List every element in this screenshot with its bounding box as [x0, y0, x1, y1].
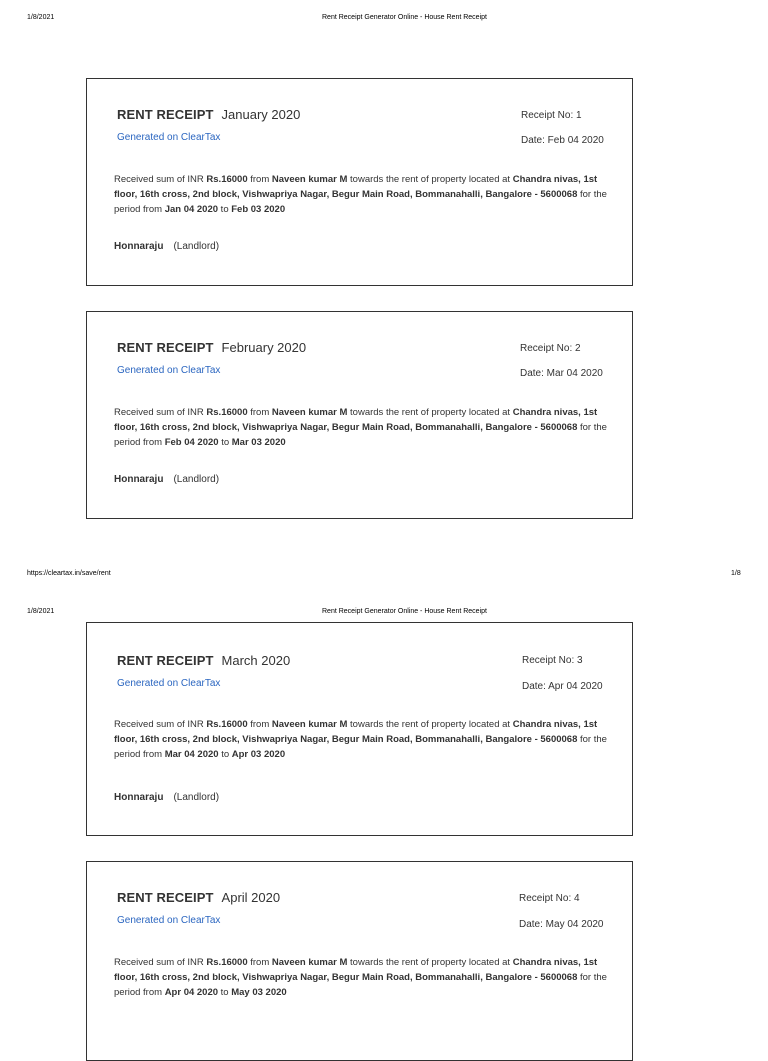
landlord-name: Honnaraju — [114, 792, 164, 803]
property-address: Chandra nivas, 1st floor, 16th cross, 2nd block, Vishwapriya Nagar, Begur Main Road, Bommanahalli, Bangalore - 5600068 — [114, 174, 598, 200]
receipt-date: Date: May 04 2020 — [519, 919, 604, 930]
receipt-body — [114, 717, 614, 762]
towards-text: towards the rent of property located at — [347, 957, 513, 968]
landlord-name: Honnaraju — [114, 474, 164, 485]
receipt-number: Receipt No: 1 — [521, 110, 582, 121]
property-address: Chandra nivas, 1st floor, 16th cross, 2nd block, Vishwapriya Nagar, Begur Main Road, Bommanahalli, Bangalore - 5600068 — [114, 719, 598, 745]
receipt-number: Receipt No: 2 — [520, 343, 581, 354]
page-url: https://cleartax.in/save/rent — [27, 570, 111, 577]
tenant-name: Naveen kumar M — [271, 407, 348, 418]
period-text: for the period from — [114, 972, 607, 998]
receipt-title — [117, 107, 300, 122]
receipt-heading: RENT RECEIPT — [117, 653, 214, 668]
print-date: 1/8/2021 — [27, 608, 55, 615]
rent-amount: Rs.16000 — [206, 719, 248, 730]
period-start: Apr 04 2020 — [164, 987, 219, 998]
period-start: Mar 04 2020 — [164, 749, 219, 760]
receipt-month: January 2020 — [221, 107, 301, 122]
page-number: 1/8 — [731, 570, 741, 577]
tenant-name: Naveen kumar M — [271, 719, 348, 730]
rent-amount: Rs.16000 — [206, 407, 248, 418]
print-date: 1/8/2021 — [27, 14, 55, 21]
from-text: from — [247, 719, 272, 730]
landlord-signature — [114, 792, 219, 803]
receipt-heading: RENT RECEIPT — [117, 107, 214, 122]
receipt-date: Date: Mar 04 2020 — [520, 368, 603, 379]
period-end: Apr 03 2020 — [231, 749, 286, 760]
generated-on-cleartax: Generated on ClearTax — [117, 132, 221, 143]
generated-on-cleartax: Generated on ClearTax — [117, 678, 221, 689]
period-start: Feb 04 2020 — [164, 437, 219, 448]
towards-text: towards the rent of property located at — [347, 174, 513, 185]
print-page-title: Rent Receipt Generator Online - House Rent Receipt — [322, 14, 487, 21]
received-prefix: Received sum of INR — [114, 957, 207, 968]
landlord-signature — [114, 474, 219, 485]
rent-amount: Rs.16000 — [206, 174, 248, 185]
to-text: to — [218, 437, 232, 448]
receipt-date: Date: Apr 04 2020 — [522, 681, 603, 692]
receipt-month: February 2020 — [221, 340, 307, 355]
rent-amount: Rs.16000 — [206, 957, 248, 968]
received-prefix: Received sum of INR — [114, 174, 207, 185]
receipt-title — [117, 890, 280, 905]
towards-text: towards the rent of property located at — [347, 719, 513, 730]
receipt-number: Receipt No: 3 — [522, 655, 583, 666]
receipt-number: Receipt No: 4 — [519, 893, 580, 904]
period-start: Jan 04 2020 — [164, 204, 219, 215]
to-text: to — [218, 987, 232, 998]
received-prefix: Received sum of INR — [114, 719, 207, 730]
landlord-role: (Landlord) — [173, 474, 220, 485]
tenant-name: Naveen kumar M — [271, 174, 348, 185]
period-text: for the period from — [114, 189, 607, 215]
page-break — [0, 592, 768, 593]
receipt-date: Date: Feb 04 2020 — [521, 135, 604, 146]
receipt-heading: RENT RECEIPT — [117, 890, 214, 905]
tenant-name: Naveen kumar M — [271, 957, 348, 968]
period-text: for the period from — [114, 734, 607, 760]
received-prefix: Received sum of INR — [114, 407, 207, 418]
rent-receipt-card — [86, 311, 633, 519]
from-text: from — [247, 407, 272, 418]
receipt-title — [117, 653, 290, 668]
rent-receipt-card — [86, 622, 633, 836]
receipt-heading: RENT RECEIPT — [117, 340, 214, 355]
to-text: to — [218, 204, 232, 215]
property-address: Chandra nivas, 1st floor, 16th cross, 2nd block, Vishwapriya Nagar, Begur Main Road, Bommanahalli, Bangalore - 5600068 — [114, 957, 598, 983]
period-end: May 03 2020 — [231, 987, 287, 998]
rent-receipt-card — [86, 78, 633, 286]
from-text: from — [247, 957, 272, 968]
generated-on-cleartax: Generated on ClearTax — [117, 915, 221, 926]
landlord-name: Honnaraju — [114, 241, 164, 252]
receipt-title — [117, 340, 306, 355]
receipt-month: April 2020 — [221, 890, 281, 905]
period-end: Feb 03 2020 — [231, 204, 286, 215]
generated-on-cleartax: Generated on ClearTax — [117, 365, 221, 376]
receipt-body — [114, 405, 614, 450]
property-address: Chandra nivas, 1st floor, 16th cross, 2nd block, Vishwapriya Nagar, Begur Main Road, Bommanahalli, Bangalore - 5600068 — [114, 407, 598, 433]
period-end: Mar 03 2020 — [231, 437, 286, 448]
to-text: to — [218, 749, 232, 760]
landlord-role: (Landlord) — [173, 241, 220, 252]
receipt-body — [114, 172, 614, 217]
landlord-signature — [114, 241, 219, 252]
print-page-title: Rent Receipt Generator Online - House Rent Receipt — [322, 608, 487, 615]
landlord-role: (Landlord) — [173, 792, 220, 803]
receipt-month: March 2020 — [221, 653, 291, 668]
rent-receipt-card — [86, 861, 633, 1061]
receipt-body — [114, 955, 614, 1000]
period-text: for the period from — [114, 422, 607, 448]
towards-text: towards the rent of property located at — [347, 407, 513, 418]
from-text: from — [247, 174, 272, 185]
